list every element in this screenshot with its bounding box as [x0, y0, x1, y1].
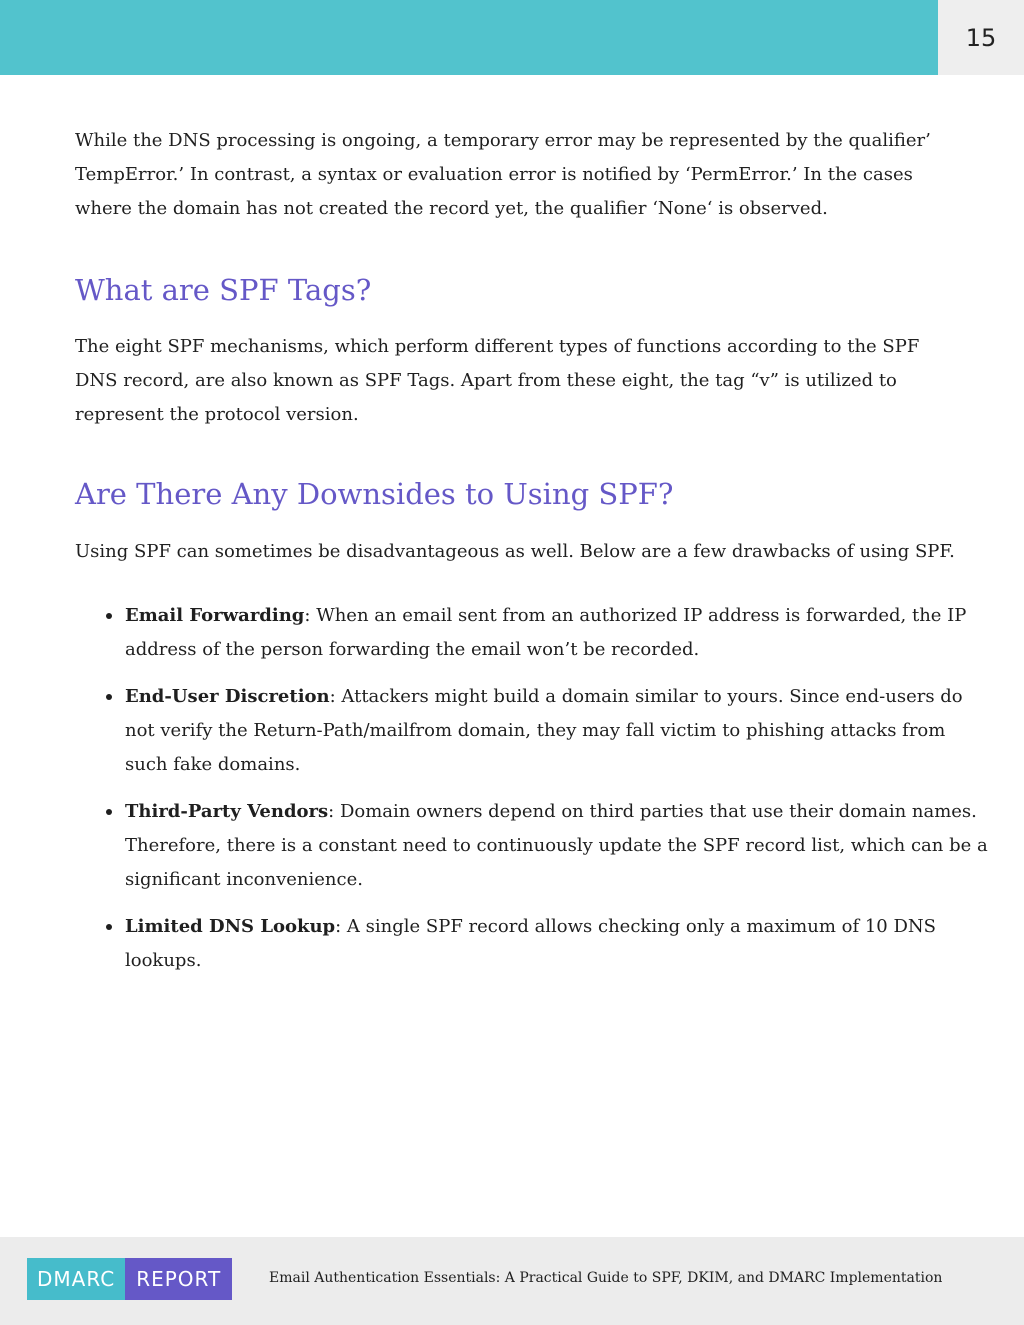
bullet-icon — [106, 924, 112, 930]
list-item — [105, 599, 990, 667]
bullet-term: Limited DNS Lookup — [125, 916, 336, 937]
downsides-list — [105, 599, 990, 978]
spf-downsides-paragraph: Using SPF can sometimes be disadvantageous as well. Below are a few drawbacks of using SPF. — [75, 541, 955, 562]
bullet-term: Third-Party Vendors — [125, 801, 329, 822]
bullet-icon — [106, 694, 112, 700]
bullet-text: : Attackers might build a domain similar to yours. Since end-users do not verify the Return-Path/mailfrom domain, they may fall victim to phishing attacks from such fake domains. — [125, 686, 963, 775]
bullet-term: End-User Discretion — [125, 686, 330, 707]
dmarc-report-logo — [27, 1258, 232, 1300]
spf-tags-paragraph: The eight SPF mechanisms, which perform different types of functions according to the SPF DNS record, are also known as SPF Tags. Apart from these eight, the tag “v” is utilized to represent the protocol version. — [75, 336, 920, 425]
logo-report-text: REPORT — [125, 1258, 232, 1300]
heading-spf-tags: What are SPF Tags? — [75, 273, 372, 307]
heading-spf-downsides: Are There Any Downsides to Using SPF? — [75, 477, 674, 511]
page-number: 15 — [965, 23, 997, 52]
footer-title: Email Authentication Essentials: A Practical Guide to SPF, DKIM, and DMARC Implementation — [269, 1270, 943, 1286]
list-item — [105, 910, 990, 978]
bullet-text: : A single SPF record allows checking only a maximum of 10 DNS lookups. — [125, 916, 936, 971]
list-item — [105, 680, 990, 782]
intro-paragraph: While the DNS processing is ongoing, a temporary error may be represented by the qualifier’ TempError.’ In contrast, a syntax or evaluation error is notified by ‘PermError.’ In the cases where the domain has not created the record yet, the qualifier ‘None‘ is observed. — [75, 130, 931, 219]
bullet-text: : When an email sent from an authorized IP address is forwarded, the IP address of the person forwarding the email won’t be recorded. — [125, 605, 967, 660]
page-number-box — [938, 0, 1024, 75]
list-item — [105, 795, 990, 897]
page-content — [75, 124, 988, 991]
bullet-text: : Domain owners depend on third parties that use their domain names. Therefore, there is a constant need to continuously update the SPF record list, which can be a significant inconvenience. — [125, 801, 988, 890]
bullet-icon — [106, 613, 112, 619]
header-band — [0, 0, 938, 75]
bullet-term: Email Forwarding — [125, 605, 305, 626]
logo-dmarc-text: DMARC — [27, 1258, 125, 1300]
bullet-icon — [106, 809, 112, 815]
footer — [0, 1237, 1024, 1325]
